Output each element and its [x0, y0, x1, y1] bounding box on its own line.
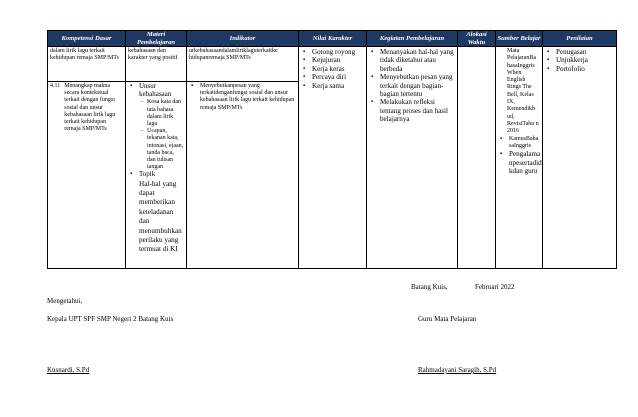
sumber-text: Mata PelajaranBa hasaInggris When English Rings The Bell, Kelas IX, Kemendikb ud, RevisiTahu n 2016: [507, 48, 539, 135]
list-item: ▪ Melakukan refleksi tentang proses dan hasil belajarnya: [380, 98, 455, 123]
list-item: ▪ Portofolio: [556, 65, 614, 73]
kd-number: 4.11: [50, 83, 61, 89]
materi-sub-list: [139, 99, 184, 171]
materi-cell: [126, 82, 187, 269]
nilai-cell: [299, 47, 367, 269]
guru-title: Guru Mata Pelajaran: [418, 315, 477, 323]
header-indikator: Indikator: [187, 31, 299, 47]
materi-cell: kebahasaan dan karakter yang positif: [126, 47, 187, 82]
header-penilaian: Penilaian: [543, 31, 617, 47]
kompetensi-cell: dalam lirik lagu terkait kehidupan remaja SMP/MTs: [48, 47, 126, 82]
sumber-cell: [496, 47, 543, 269]
materi-list: [128, 83, 184, 255]
list-item: ▪ Kejujuran: [312, 56, 364, 64]
list-item: ▪ Penugasan: [556, 48, 614, 56]
kegiatan-list: [369, 48, 455, 124]
list-item: ▪ Pengalama npesertadidi kdan guru: [509, 150, 540, 175]
header-nilai: Nilai Karakter: [299, 31, 367, 47]
mengetahui-text: Mengetahui,: [47, 297, 83, 305]
header-kegiatan: Kegiatan Pembelajaran: [367, 31, 458, 47]
list-item: ▪ Percaya diri: [312, 73, 364, 81]
date-text: Februari 2022: [475, 283, 515, 291]
silabus-table: [47, 30, 617, 269]
nilai-list: [301, 48, 364, 90]
kepala-name: Kusnardi, S.Pd: [47, 366, 90, 374]
indikator-cell: urkebahasaandalamliriklaguterkaitke hidupanremaja SMP/MTs: [187, 47, 299, 82]
list-item: - Ucapan, tekanan kata, intonasi, ejaan, tanda baca, dan tulisan tangan: [147, 128, 184, 171]
header-sumber: Sumber Belajar: [496, 31, 543, 47]
table-row: [48, 47, 617, 82]
list-item: ▪ Menanyakan hal-hal yang tidak diketahui atau berbeda: [380, 48, 455, 73]
table-header-row: [48, 31, 617, 47]
indikator-list: [189, 83, 296, 112]
indikator-cell: [187, 82, 299, 269]
header-materi: Materi Pembelajaran: [126, 31, 187, 47]
kd-text: Menangkap makna secara kontekstual terkait dengan fungsi sosial dan unsur kebahasaan lirik lagu terkait kehidupan remaja SMP/MTs: [64, 83, 116, 133]
list-item: ▪ Kerja keras: [312, 65, 364, 73]
list-item: ▪ Gotong royong: [312, 48, 364, 56]
header-kompetensi: Kompetensi Dasar: [48, 31, 126, 47]
kepala-title: Kepala UPT SPF SMP Negeri 2 Batang Kuis: [47, 315, 174, 323]
list-item: - Kosa kata dan tata bahasa dalam lirik lagu: [147, 99, 184, 128]
guru-name: Rahmadayani Saragih, S.Pd: [418, 366, 497, 374]
penilaian-list: [545, 48, 614, 73]
list-item: [139, 83, 184, 171]
header-alokasi: Alokasi Waktu: [458, 31, 496, 47]
list-item: ▪ Kerja sama: [312, 82, 364, 90]
list-item: ▪ Menyebutkanpesan yang terkaitdenganfungsi sosial dan unsur kebahasaan lirik lagu terkait kehidupan remaja SMP/MTs: [200, 83, 296, 112]
list-item: ▪ KamusBaha saInggris: [509, 136, 540, 151]
unsur-label: Unsur kebahasaan: [139, 82, 172, 99]
topik-text: Hal-hal yang dapat memberikan keteladanan dan menumbuhkan perilaku yang termuat di KI: [139, 179, 182, 254]
list-item: ▪ Unjukkerja: [556, 56, 614, 64]
sumber-list: [498, 135, 544, 176]
list-item: ▪ Menyebutkan pesan yang terkait dengan bagian-bagian tertentu: [380, 73, 455, 98]
topik-label: Topik: [139, 170, 156, 179]
alokasi-cell: [458, 47, 496, 269]
list-item: [139, 171, 184, 254]
penilaian-cell: [543, 47, 617, 269]
kompetensi-cell: [48, 82, 126, 269]
kegiatan-cell: [367, 47, 458, 269]
place-text: Batang Kuis,: [411, 283, 448, 291]
